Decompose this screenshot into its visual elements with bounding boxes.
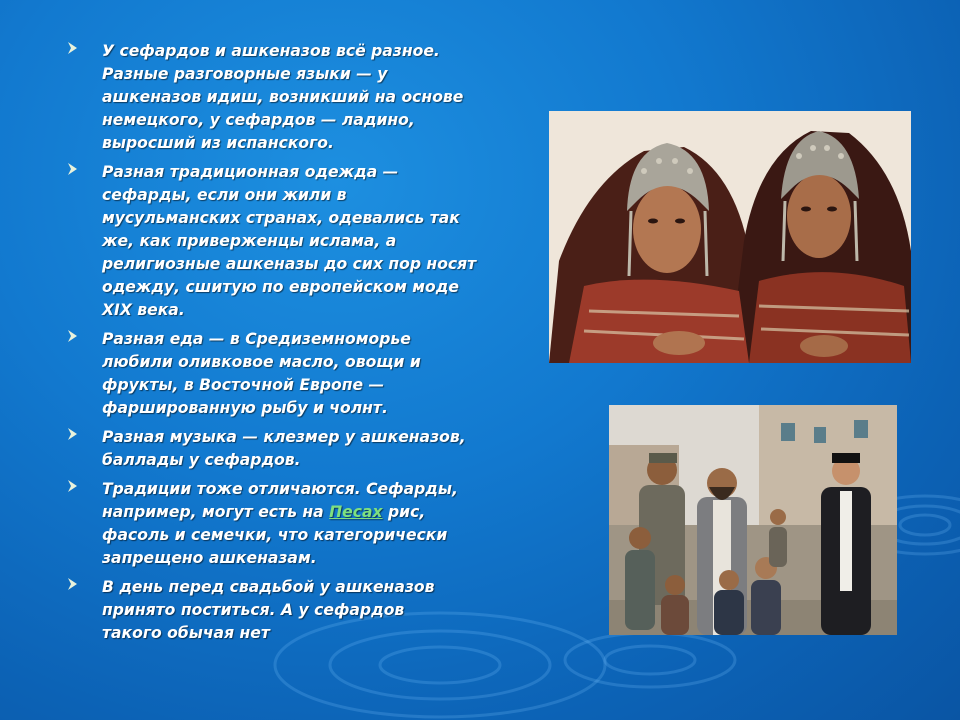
bullet-text-part: рис, фасоль и семечки, что категорически запрещено ашкеназам. bbox=[102, 503, 448, 567]
bullet-list bbox=[62, 40, 492, 651]
bullet-item bbox=[62, 478, 492, 570]
arrow-bullet-icon bbox=[68, 578, 77, 590]
bullet-text: Разная традиционная одежда — сефарды, если они жили в мусульманских странах, одевались так же, как приверженцы ислама, а религиозные ашкеназы до сих пор носят одежду, сшитую по европейском моде XIX века. bbox=[102, 163, 477, 319]
photo-women-traditional-dress bbox=[549, 111, 911, 363]
arrow-bullet-icon bbox=[68, 42, 77, 54]
photo-group-men-children bbox=[609, 405, 897, 635]
arrow-bullet-icon bbox=[68, 163, 77, 175]
bullet-text bbox=[102, 478, 492, 570]
bullet-text: Разная музыка — клезмер у ашкеназов, баллады у сефардов. bbox=[102, 428, 466, 469]
arrow-bullet-icon bbox=[68, 330, 77, 342]
bullet-text-part: Традиции тоже отличаются. Сефарды, например, могут есть на bbox=[102, 480, 458, 521]
bullet-item bbox=[62, 328, 492, 420]
bullet-item bbox=[62, 40, 492, 155]
pesach-link[interactable]: Песах bbox=[329, 503, 383, 521]
bullet-item bbox=[62, 576, 492, 645]
arrow-bullet-icon bbox=[68, 480, 77, 492]
bullet-item bbox=[62, 426, 492, 472]
bullet-text: У сефардов и ашкеназов всё разное. Разные разговорные языки — у ашкеназов идиш, возникший на основе немецкого, у сефардов — ладино, выросший из испанского. bbox=[102, 42, 464, 152]
bullet-item bbox=[62, 161, 492, 322]
bullet-text: В день перед свадьбой у ашкеназов принято поститься. А у сефардов такого обычая нет bbox=[102, 578, 435, 642]
arrow-bullet-icon bbox=[68, 428, 77, 440]
bullet-text: Разная еда — в Средиземноморье любили оливковое масло, овощи и фрукты, в Восточной Европе — фаршированную рыбу и чолнт. bbox=[102, 330, 421, 417]
